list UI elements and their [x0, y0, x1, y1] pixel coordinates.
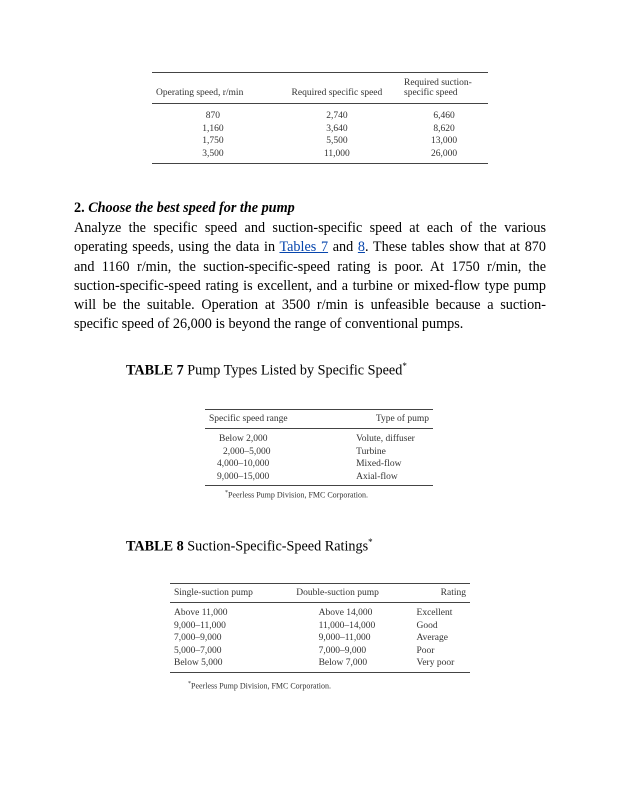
table-cell: Above 11,000	[174, 608, 228, 618]
table-cell: Below 7,000	[318, 658, 368, 668]
table-cell: 870	[205, 111, 221, 121]
table-cell: 9,000–11,000	[174, 620, 226, 631]
column-header: Specific speed range	[209, 414, 288, 424]
table-cell: Very poor	[416, 658, 455, 668]
paragraph-text: and	[328, 239, 358, 256]
table-8-label: TABLE 8	[126, 538, 184, 555]
table-7-link[interactable]: Tables 7	[279, 239, 329, 256]
table-cell: 7,000–9,000	[174, 633, 222, 643]
paragraph-text: . These tables show that at 870 and 1160 r/min, the suction-specific-speed rating is poor. At 1750 r/min, the suction-specific-speed rating is excellent, and a turbine or mixed-flow type pump will be the suitable. Operation at 3500 r/min is unfeasible because a suction-specific speed of 26,000 is beyond the range of conventional pumps.	[74, 239, 546, 333]
column-header: Single-suction pump	[174, 588, 253, 598]
column-header: Double-suction pump	[296, 588, 379, 598]
table-cell: Axial-flow	[356, 471, 398, 482]
table-row	[152, 135, 488, 148]
step-paragraph	[74, 219, 546, 335]
column-header: Required suction-specific speed	[404, 78, 472, 98]
step-number: 2.	[74, 200, 85, 216]
pump-types-table	[205, 409, 433, 486]
table-cell: Average	[416, 633, 448, 643]
paragraph-text: Analyze the specific speed and suction-specific speed at each of the various operating speeds, using the data in	[74, 220, 546, 256]
table-cell: 3,640	[326, 123, 348, 134]
table-cell: 5,000–7,000	[174, 645, 222, 656]
table-cell: 2,740	[326, 111, 348, 121]
table-8-title: Suction-Specific-Speed Ratings	[187, 538, 369, 555]
table-cell: 2,000–5,000	[223, 446, 271, 457]
step-title: Choose the best speed for the pump	[88, 200, 295, 216]
table-7-caption	[126, 361, 407, 380]
table-cell: Excellent	[416, 608, 453, 618]
table-cell: 3,500	[202, 148, 224, 159]
table-row	[205, 458, 433, 471]
table-row	[170, 620, 470, 633]
table-cell: 6,460	[433, 111, 455, 121]
table-7-label: TABLE 7	[126, 362, 184, 379]
column-header: Operating speed, r/min	[156, 88, 244, 98]
table-cell: 9,000–11,000	[318, 633, 371, 643]
table-cell: 11,000	[324, 148, 350, 159]
table-cell: Below 5,000	[174, 658, 223, 668]
table-cell: Above 14,000	[318, 608, 373, 618]
table-cell: Poor	[416, 645, 435, 656]
table-cell: Volute, diffuser	[356, 434, 415, 444]
table-row	[152, 104, 488, 123]
table-7-title: Pump Types Listed by Specific Speed	[187, 362, 403, 379]
table-cell: 9,000–15,000	[217, 471, 270, 482]
column-header: Rating	[440, 588, 466, 598]
table-cell: Below 2,000	[219, 434, 268, 444]
table-cell: 7,000–9,000	[318, 645, 367, 656]
footnote-mark: *	[188, 681, 191, 687]
step-heading	[74, 200, 295, 217]
table-cell: 1,750	[202, 136, 224, 146]
table-cell: 26,000	[430, 148, 458, 159]
table-cell: 1,160	[202, 123, 224, 134]
table-cell: Mixed-flow	[356, 459, 402, 469]
table-8-caption	[126, 537, 373, 556]
table-cell: 8,620	[433, 123, 455, 134]
table-7-title-mark: *	[402, 361, 407, 371]
table-row	[205, 429, 433, 446]
speed-requirements-table	[152, 72, 488, 164]
table-row	[205, 471, 433, 486]
column-header: Required specific speed	[291, 88, 383, 98]
table-8-link[interactable]: 8	[357, 239, 365, 256]
table-row	[170, 632, 470, 645]
table-row	[205, 446, 433, 459]
footnote-text: Peerless Pump Division, FMC Corporation.	[228, 490, 369, 500]
suction-ratings-table	[170, 583, 470, 673]
table-cell: 5,500	[326, 136, 348, 146]
table-8-title-mark: *	[368, 537, 373, 547]
column-header: Type of pump	[375, 414, 429, 424]
table-cell: 13,000	[430, 136, 458, 146]
table-8-footnote	[188, 681, 331, 691]
table-row	[170, 603, 470, 620]
table-row	[170, 657, 470, 672]
table-cell: Turbine	[356, 446, 386, 457]
footnote-text: Peerless Pump Division, FMC Corporation.	[191, 681, 332, 691]
table-cell: 4,000–10,000	[217, 459, 270, 469]
footnote-mark: *	[225, 490, 228, 496]
table-cell: Good	[416, 620, 438, 631]
table-7-footnote	[225, 490, 368, 500]
table-row	[152, 148, 488, 164]
table-row	[152, 123, 488, 136]
table-cell: 11,000–14,000	[318, 620, 376, 631]
table-row	[170, 645, 470, 658]
